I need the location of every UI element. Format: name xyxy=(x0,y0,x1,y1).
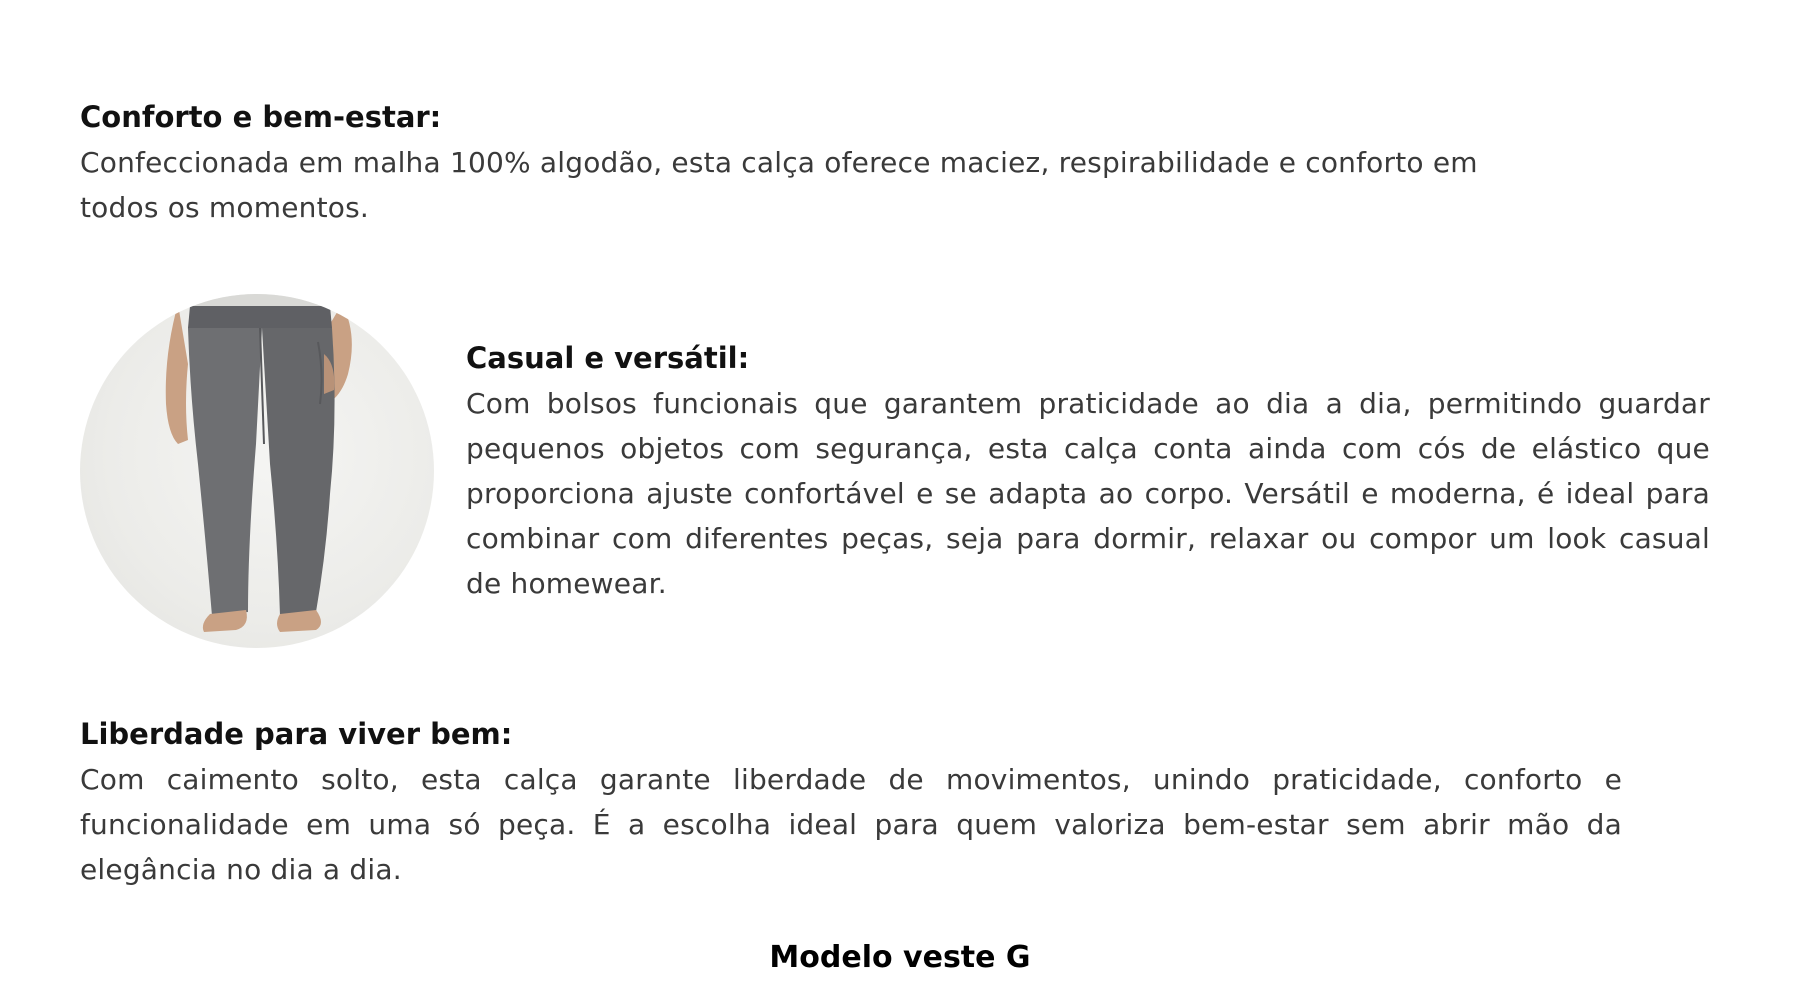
product-photo xyxy=(80,294,434,648)
section-heading: Casual e versátil: xyxy=(466,341,750,375)
section-freedom xyxy=(80,712,1622,892)
section-body: Com caimento solto, esta calça garante liberdade de movimentos, unindo praticidade, conforto e funcionalidade em uma só peça. É a escolha ideal para quem valoriza bem-estar sem abrir mão da elegância no dia a dia. xyxy=(80,763,1622,886)
section-heading: Liberdade para viver bem: xyxy=(80,717,513,751)
section-body: Confeccionada em malha 100% algodão, esta calça oferece maciez, respirabilidade e conforto em todos os momentos. xyxy=(80,146,1478,224)
section-body: Com bolsos funcionais que garantem praticidade ao dia a dia, permitindo guardar pequenos objetos com segurança, esta calça conta ainda com cós de elástico que proporciona ajuste confortável e se adapta ao corpo. Versátil e moderna, é ideal para combinar com diferentes peças, seja para dormir, relaxar ou compor um look casual de homewear. xyxy=(466,387,1710,600)
size-note: Modelo veste G xyxy=(769,940,1031,975)
section-comfort xyxy=(80,95,1480,230)
section-heading: Conforto e bem-estar: xyxy=(80,100,442,134)
gray-pants-icon xyxy=(80,294,434,648)
section-casual xyxy=(466,336,1710,606)
